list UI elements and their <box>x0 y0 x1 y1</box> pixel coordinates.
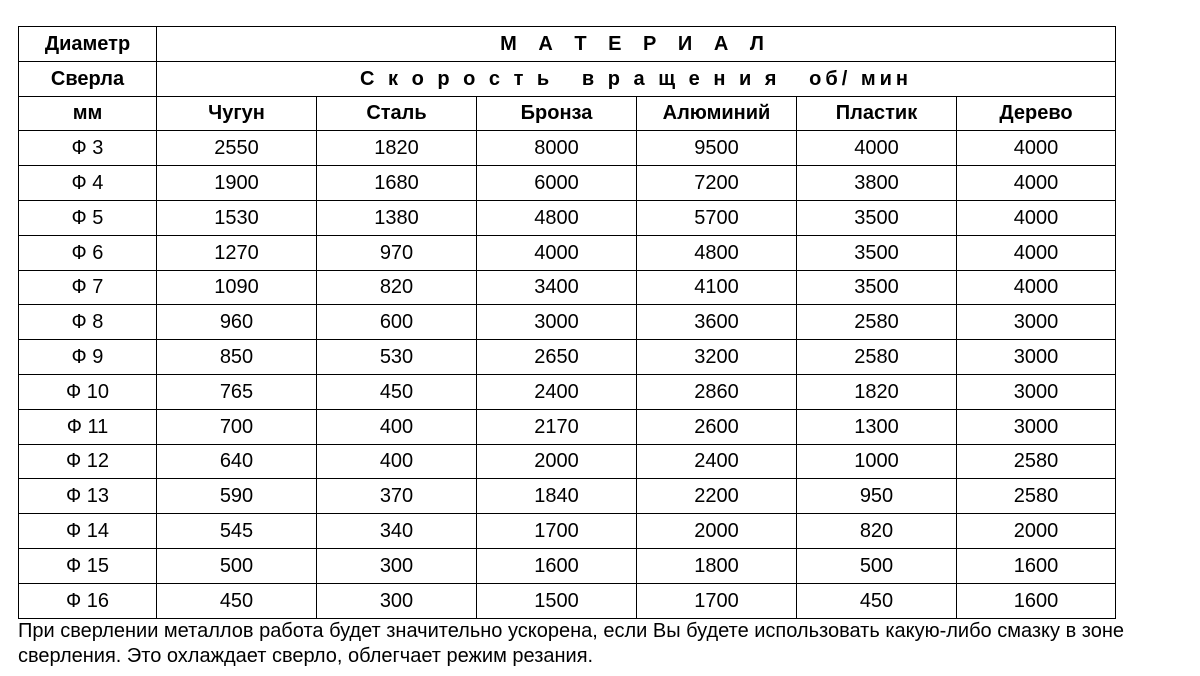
speed-cell: 400 <box>317 444 477 479</box>
diameter-cell: Ф 7 <box>19 270 157 305</box>
speed-cell: 545 <box>157 514 317 549</box>
speed-cell: 960 <box>157 305 317 340</box>
table-row <box>19 479 1116 514</box>
speed-cell: 1820 <box>797 374 957 409</box>
speed-cell: 450 <box>157 583 317 618</box>
speed-cell: 1500 <box>477 583 637 618</box>
material-header-steel: Сталь <box>317 96 477 131</box>
material-header-cast-iron: Чугун <box>157 96 317 131</box>
speed-cell: 2400 <box>637 444 797 479</box>
speed-cell: 500 <box>157 548 317 583</box>
speed-cell: 370 <box>317 479 477 514</box>
speed-cell: 6000 <box>477 166 637 201</box>
speed-cell: 3500 <box>797 270 957 305</box>
speed-cell: 4800 <box>477 200 637 235</box>
speed-cell: 1600 <box>957 583 1116 618</box>
diameter-cell: Ф 9 <box>19 340 157 375</box>
speed-cell: 3000 <box>957 305 1116 340</box>
speed-cell: 1700 <box>637 583 797 618</box>
speed-cell: 2580 <box>957 479 1116 514</box>
table-row <box>19 583 1116 618</box>
table-row <box>19 514 1116 549</box>
speed-cell: 1000 <box>797 444 957 479</box>
speed-cell: 2170 <box>477 409 637 444</box>
speed-cell: 1600 <box>477 548 637 583</box>
speed-cell: 2650 <box>477 340 637 375</box>
diameter-cell: Ф 4 <box>19 166 157 201</box>
table-row <box>19 270 1116 305</box>
material-title: М А Т Е Р И А Л <box>157 27 1116 62</box>
speed-cell: 2000 <box>957 514 1116 549</box>
speed-cell: 340 <box>317 514 477 549</box>
speed-cell: 400 <box>317 409 477 444</box>
material-header-aluminum: Алюминий <box>637 96 797 131</box>
speed-cell: 1270 <box>157 235 317 270</box>
speed-cell: 820 <box>317 270 477 305</box>
speed-cell: 4000 <box>957 270 1116 305</box>
speed-cell: 970 <box>317 235 477 270</box>
diameter-cell: Ф 13 <box>19 479 157 514</box>
header-row-speed <box>19 61 1116 96</box>
speed-cell: 300 <box>317 583 477 618</box>
lubrication-note: При сверлении металлов работа будет значительно ускорена, если Вы будете использовать какую-либо смазку в зоне сверления. Это охлаждает сверло, облегчает режим резания. <box>18 620 1125 667</box>
speed-cell: 2600 <box>637 409 797 444</box>
speed-cell: 3200 <box>637 340 797 375</box>
speed-cell: 590 <box>157 479 317 514</box>
speed-cell: 2860 <box>637 374 797 409</box>
speed-cell: 500 <box>797 548 957 583</box>
diameter-cell: Ф 16 <box>19 583 157 618</box>
speed-cell: 3000 <box>957 340 1116 375</box>
speed-cell: 4800 <box>637 235 797 270</box>
table-row <box>19 166 1116 201</box>
speed-cell: 450 <box>317 374 477 409</box>
speed-cell: 600 <box>317 305 477 340</box>
drill-speed-table <box>18 26 1116 619</box>
speed-cell: 7200 <box>637 166 797 201</box>
speed-cell: 5700 <box>637 200 797 235</box>
diameter-cell: Ф 3 <box>19 131 157 166</box>
speed-cell: 2000 <box>637 514 797 549</box>
diameter-cell: Ф 6 <box>19 235 157 270</box>
speed-cell: 2580 <box>797 305 957 340</box>
speed-cell: 4000 <box>957 235 1116 270</box>
speed-cell: 3000 <box>957 374 1116 409</box>
speed-cell: 850 <box>157 340 317 375</box>
speed-cell: 1300 <box>797 409 957 444</box>
material-header-bronze: Бронза <box>477 96 637 131</box>
speed-cell: 820 <box>797 514 957 549</box>
speed-cell: 8000 <box>477 131 637 166</box>
speed-cell: 450 <box>797 583 957 618</box>
table-row <box>19 340 1116 375</box>
material-header-wood: Дерево <box>957 96 1116 131</box>
table-row <box>19 305 1116 340</box>
material-header-plastic: Пластик <box>797 96 957 131</box>
speed-cell: 1380 <box>317 200 477 235</box>
drill-speed-table-container <box>18 26 1115 619</box>
header-row-materials <box>19 96 1116 131</box>
speed-cell: 700 <box>157 409 317 444</box>
speed-cell: 4000 <box>477 235 637 270</box>
speed-cell: 2580 <box>957 444 1116 479</box>
diameter-cell: Ф 14 <box>19 514 157 549</box>
speed-cell: 2000 <box>477 444 637 479</box>
diameter-cell: Ф 15 <box>19 548 157 583</box>
speed-cell: 3500 <box>797 200 957 235</box>
diameter-cell: Ф 12 <box>19 444 157 479</box>
speed-cell: 2550 <box>157 131 317 166</box>
speed-cell: 950 <box>797 479 957 514</box>
speed-cell: 4100 <box>637 270 797 305</box>
speed-cell: 640 <box>157 444 317 479</box>
speed-cell: 2400 <box>477 374 637 409</box>
speed-cell: 1800 <box>637 548 797 583</box>
speed-cell: 1900 <box>157 166 317 201</box>
header-row-material <box>19 27 1116 62</box>
speed-cell: 1680 <box>317 166 477 201</box>
speed-cell: 530 <box>317 340 477 375</box>
table-row <box>19 131 1116 166</box>
speed-cell: 4000 <box>957 200 1116 235</box>
diameter-header: Диаметр <box>19 27 157 62</box>
speed-cell: 1530 <box>157 200 317 235</box>
speed-cell: 3400 <box>477 270 637 305</box>
diameter-cell: Ф 8 <box>19 305 157 340</box>
speed-cell: 3000 <box>477 305 637 340</box>
speed-cell: 3800 <box>797 166 957 201</box>
speed-cell: 300 <box>317 548 477 583</box>
speed-cell: 1840 <box>477 479 637 514</box>
speed-cell: 4000 <box>957 131 1116 166</box>
diameter-cell: Ф 10 <box>19 374 157 409</box>
diameter-cell: Ф 11 <box>19 409 157 444</box>
speed-cell: 3500 <box>797 235 957 270</box>
speed-cell: 1700 <box>477 514 637 549</box>
table-row <box>19 548 1116 583</box>
speed-cell: 9500 <box>637 131 797 166</box>
table-row <box>19 374 1116 409</box>
speed-cell: 2580 <box>797 340 957 375</box>
speed-title: С к о р о с т ь в р а щ е н и я об/ мин <box>157 61 1116 96</box>
speed-cell: 765 <box>157 374 317 409</box>
unit-header: мм <box>19 96 157 131</box>
speed-cell: 2200 <box>637 479 797 514</box>
speed-cell: 3000 <box>957 409 1116 444</box>
speed-cell: 3600 <box>637 305 797 340</box>
speed-cell: 4000 <box>797 131 957 166</box>
speed-cell: 1600 <box>957 548 1116 583</box>
speed-cell: 4000 <box>957 166 1116 201</box>
table-row <box>19 444 1116 479</box>
table-row <box>19 200 1116 235</box>
speed-cell: 1090 <box>157 270 317 305</box>
drill-header: Сверла <box>19 61 157 96</box>
diameter-cell: Ф 5 <box>19 200 157 235</box>
table-row <box>19 235 1116 270</box>
speed-cell: 1820 <box>317 131 477 166</box>
table-row <box>19 409 1116 444</box>
